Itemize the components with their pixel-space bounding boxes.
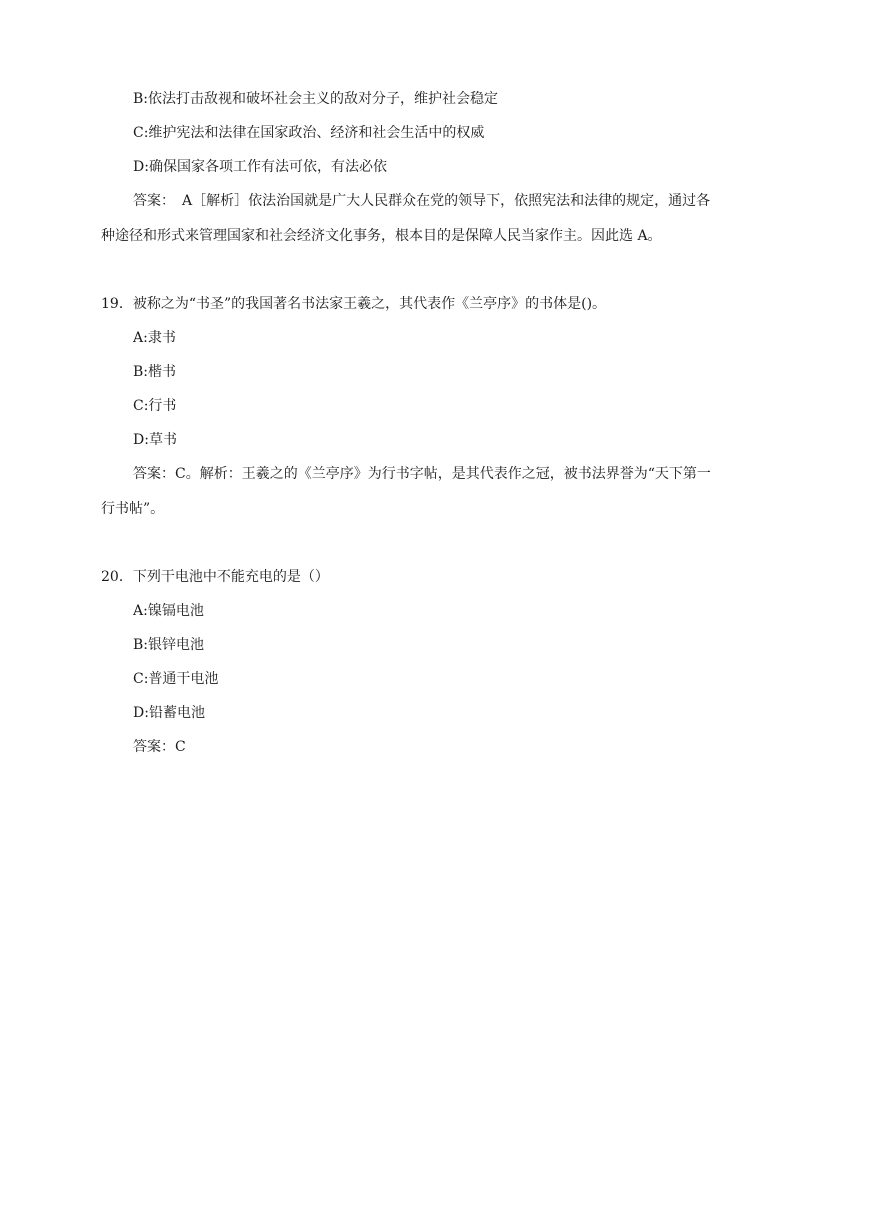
prev-option-b: B:依法打击敌视和破坏社会主义的敌对分子，维护社会稳定: [133, 91, 499, 107]
q20-option-d: D:铅蓄电池: [133, 705, 205, 721]
prev-answer-line2: 种途径和形式来管理国家和社会经济文化事务，根本目的是保障人民当家作主。因此选 A。: [101, 228, 662, 244]
prev-option-d: D:确保国家各项工作有法可依，有法必依: [133, 159, 387, 175]
q20-option-c: C:普通干电池: [133, 671, 219, 687]
q19-title: 19．被称之为“书圣”的我国著名书法家王羲之，其代表作《兰亭序》的书体是()。: [101, 296, 607, 312]
q19-answer-line1: 答案：C。解析：王羲之的《兰亭序》为行书字帖，是其代表作之冠，被书法界誉为“天下第一: [133, 466, 711, 482]
prev-answer-line1: 答案： A［解析］依法治国就是广大人民群众在党的领导下，依照宪法和法律的规定，通过各: [133, 193, 711, 209]
q19-answer-line2: 行书帖”。: [101, 501, 165, 517]
q20-option-a: A:镍镉电池: [133, 603, 204, 619]
q19-option-a: A:隶书: [133, 330, 176, 346]
q20-option-b: B:银锌电池: [133, 637, 205, 653]
q19-option-b: B:楷书: [133, 364, 177, 380]
q20-title: 20．下列干电池中不能充电的是（）: [101, 569, 329, 585]
q19-option-d: D:草书: [133, 432, 177, 448]
q20-answer: 答案：C: [133, 739, 186, 755]
q19-option-c: C:行书: [133, 398, 177, 414]
prev-option-c: C:维护宪法和法律在国家政治、经济和社会生活中的权威: [133, 125, 485, 141]
